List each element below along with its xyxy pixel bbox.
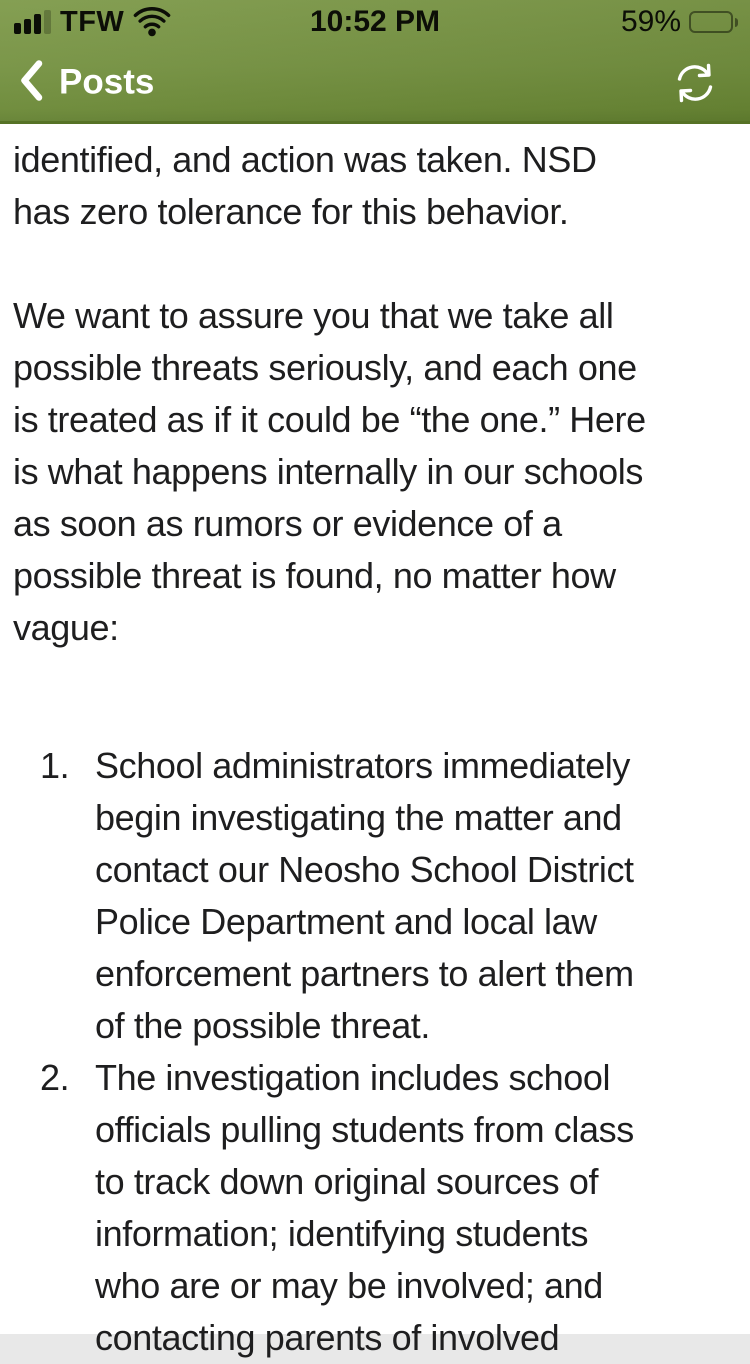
list-item-text [95, 740, 736, 1052]
text-line: The investigation includes school [95, 1057, 611, 1098]
text-line: is treated as if it could be “the one.” Here [13, 399, 646, 440]
post-body-scroll-area[interactable] [0, 124, 750, 1364]
list-item [13, 1052, 736, 1364]
text-line: identified, and action was taken. NSD [13, 139, 597, 180]
text-line: School administrators immediately [95, 745, 631, 786]
carrier-label: TFW [60, 5, 125, 38]
text-line: enforcement partners to alert them [95, 953, 634, 994]
battery-icon [689, 11, 738, 33]
nav-bar [0, 44, 750, 121]
text-line: contacting parents of involved [95, 1317, 560, 1358]
ordered-list [13, 740, 736, 1364]
battery-percent: 59% [620, 5, 681, 38]
text-line: vague: [13, 607, 119, 648]
back-button[interactable] [18, 58, 154, 107]
back-label: Posts [59, 62, 155, 102]
text-line: We want to assure you that we take all [13, 295, 614, 336]
text-line: information; identifying students [95, 1213, 589, 1254]
paragraph [13, 134, 736, 238]
text-line: possible threat is found, no matter how [13, 555, 616, 596]
refresh-button[interactable] [672, 60, 718, 106]
status-bar [0, 0, 750, 44]
text-line: has zero tolerance for this behavior. [13, 191, 569, 232]
text-line: as soon as rumors or evidence of a [13, 503, 562, 544]
paragraph [13, 290, 736, 654]
text-line: officials pulling students from class [95, 1109, 634, 1150]
status-right-group [621, 0, 738, 44]
text-line: who are or may be involved; and [95, 1265, 603, 1306]
status-time: 10:52 PM [309, 5, 441, 38]
list-item-text [95, 1052, 736, 1364]
text-line: of the possible threat. [95, 1005, 431, 1046]
text-line: contact our Neosho School District [95, 849, 634, 890]
app-header [0, 0, 750, 124]
list-item-number: 2. [40, 1057, 70, 1098]
text-line: begin investigating the matter and [95, 797, 622, 838]
text-line: Police Department and local law [95, 901, 597, 942]
text-line: is what happens internally in our schools [13, 451, 643, 492]
text-line: to track down original sources of [95, 1161, 599, 1202]
refresh-icon [672, 93, 718, 110]
chevron-left-icon [18, 58, 44, 107]
text-line: possible threats seriously, and each one [13, 347, 637, 388]
list-item [13, 740, 736, 1052]
list-item-number: 1. [40, 745, 70, 786]
